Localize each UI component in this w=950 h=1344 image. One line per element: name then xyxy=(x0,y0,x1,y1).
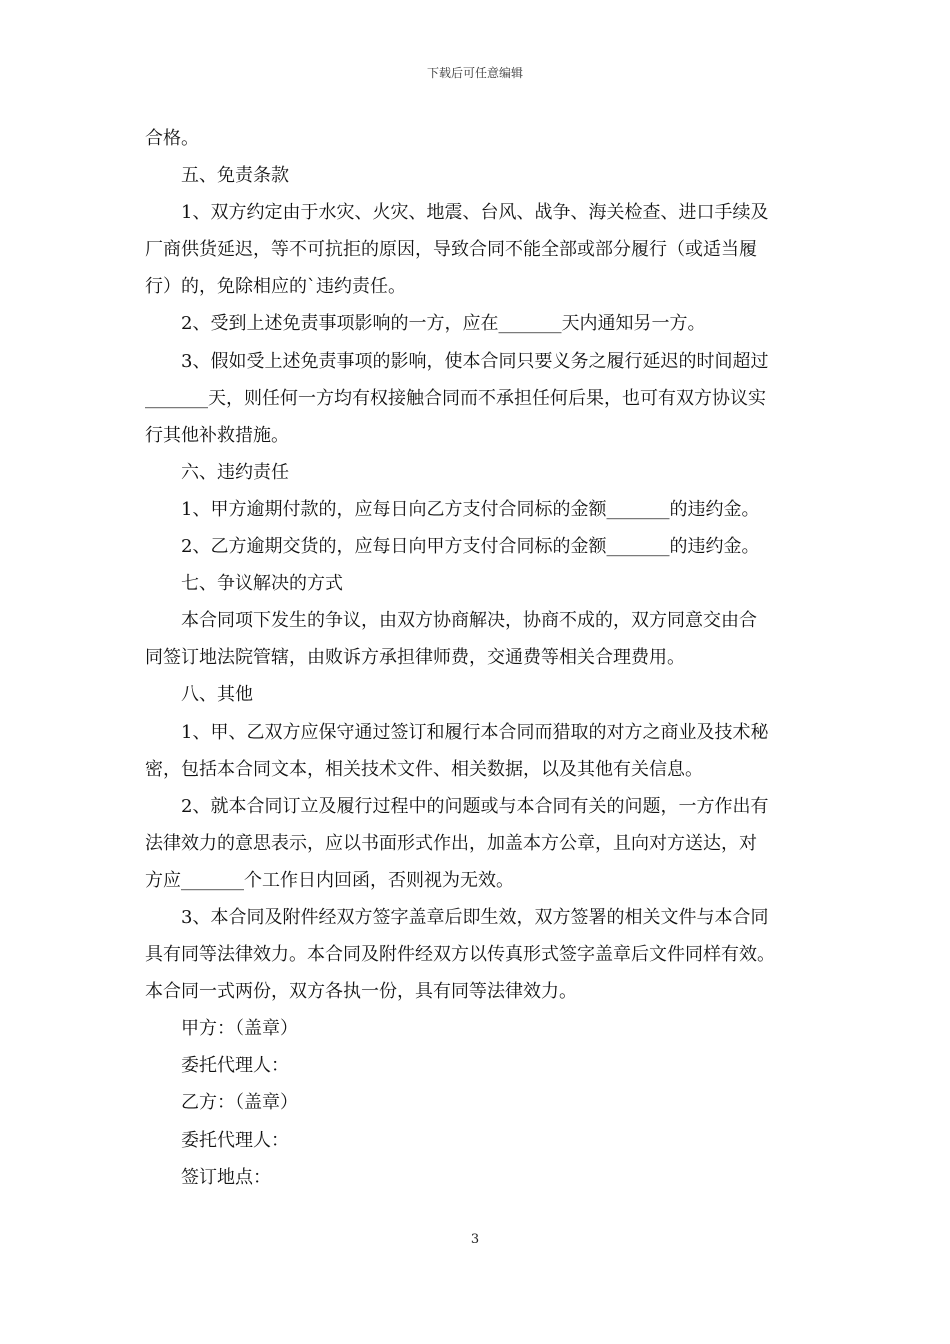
text-line: 2、乙方逾期交货的，应每日向甲方支付合同标的金额_______的违约金。 xyxy=(181,536,760,558)
text-line: 3、假如受上述免责事项的影响，使本合同只要义务之履行延迟的时间超过 xyxy=(181,350,769,372)
text-line: 委托代理人： xyxy=(181,1129,289,1151)
text-line: 行）的，免除相应的`违约责任。 xyxy=(145,276,406,298)
text-line: 1、双方约定由于水灾、火灾、地震、台风、战争、海关检查、进口手续及 xyxy=(181,202,769,224)
text-line: 行其他补救措施。 xyxy=(145,424,289,446)
text-line: 具有同等法律效力。本合同及附件经双方以传真形式签字盖章后文件同样有效。 xyxy=(145,944,775,966)
text-line: 同签订地法院管辖，由败诉方承担律师费，交通费等相关合理费用。 xyxy=(145,647,685,669)
text-line: 五、免责条款 xyxy=(181,165,289,187)
text-line: 1、甲方逾期付款的，应每日向乙方支付合同标的金额_______的违约金。 xyxy=(181,498,760,520)
text-line: 签订地点： xyxy=(181,1166,271,1188)
page-header: 下载后可任意编辑 xyxy=(426,66,523,80)
text-line: 委托代理人： xyxy=(181,1055,289,1077)
document-body xyxy=(145,120,815,1196)
text-line: _______天，则任何一方均有权接触合同而不承担任何后果，也可有双方协议实 xyxy=(145,387,766,409)
text-line: 七、争议解决的方式 xyxy=(181,573,343,595)
text-line: 合格。 xyxy=(145,128,199,149)
text-line: 1、甲、乙双方应保守通过签订和履行本合同而猎取的对方之商业及技术秘 xyxy=(181,721,769,743)
text-line: 甲方：（盖章） xyxy=(181,1018,298,1040)
text-line: 八、其他 xyxy=(181,684,253,706)
page-number: 3 xyxy=(470,1232,480,1247)
text-line: 本合同项下发生的争议，由双方协商解决，协商不成的，双方同意交由合 xyxy=(181,610,757,632)
text-line: 方应_______个工作日内回函，否则视为无效。 xyxy=(145,869,514,891)
text-line: 厂商供货延迟，等不可抗拒的原因，导致合同不能全部或部分履行（或适当履 xyxy=(145,239,757,261)
text-line: 2、受到上述免责事项影响的一方，应在_______天内通知另一方。 xyxy=(181,313,706,335)
text-line: 本合同一式两份，双方各执一份，具有同等法律效力。 xyxy=(145,981,577,1003)
text-line: 密，包括本合同文本，相关技术文件、相关数据，以及其他有关信息。 xyxy=(145,758,703,780)
text-line: 3、本合同及附件经双方签字盖章后即生效，双方签署的相关文件与本合同 xyxy=(181,906,769,928)
text-line: 法律效力的意思表示，应以书面形式作出，加盖本方公章，且向对方送达，对 xyxy=(145,832,757,854)
text-line: 乙方：（盖章） xyxy=(181,1092,298,1114)
text-line: 2、就本合同订立及履行过程中的问题或与本合同有关的问题，一方作出有 xyxy=(181,795,769,817)
text-line: 六、违约责任 xyxy=(181,461,289,483)
